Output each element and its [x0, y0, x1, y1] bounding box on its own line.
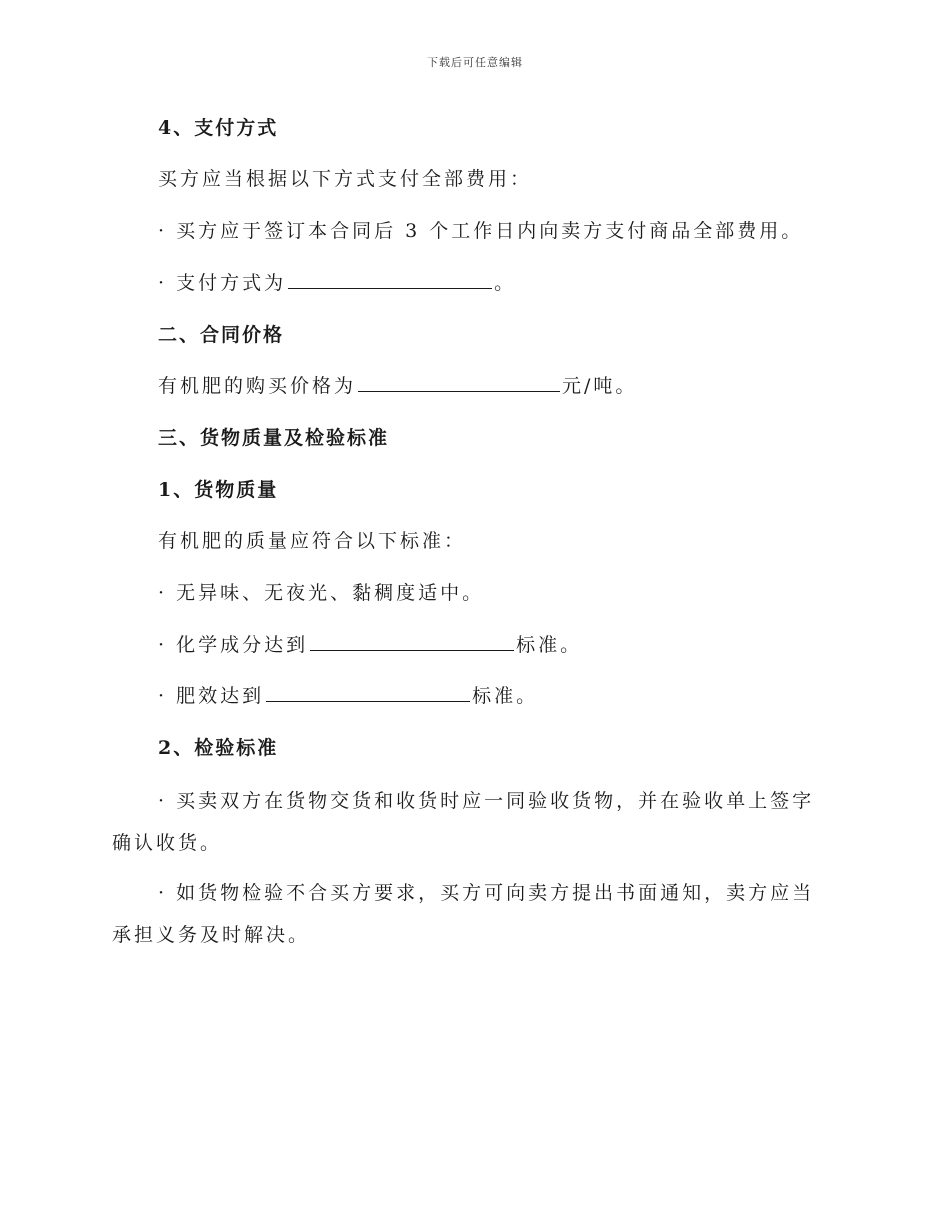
- price-text: [158, 372, 637, 400]
- payment-item-deadline: · 买方应于签订本合同后 3 个工作日内向卖方支付商品全部费用。: [158, 220, 804, 242]
- inspection-paragraph-2: · 如货物检验不合买方要求，买方可向卖方提出书面通知，卖方应当承担义务及时解决。: [112, 882, 815, 946]
- quality-item-efficacy: [158, 682, 538, 710]
- payment-method-heading: 4、支付方式: [158, 117, 279, 139]
- payment-item-method: [158, 269, 516, 297]
- goods-quality-heading: 1、货物质量: [158, 479, 279, 501]
- contract-price-heading: 二、合同价格: [158, 324, 285, 346]
- quality-inspection-heading: 三、货物质量及检验标准: [158, 427, 390, 449]
- chemical-standard-blank[interactable]: [310, 632, 514, 651]
- chemical-suffix: 标准。: [516, 634, 583, 656]
- payment-method-suffix: 。: [494, 272, 517, 294]
- price-blank[interactable]: [358, 373, 560, 392]
- price-unit: 元/吨。: [562, 375, 638, 397]
- chemical-label: · 化学成分达到: [158, 634, 309, 656]
- inspection-standard-heading: 2、检验标准: [158, 737, 279, 759]
- quality-item-odor: · 无异味、无夜光、黏稠度适中。: [158, 582, 485, 604]
- efficacy-suffix: 标准。: [472, 685, 539, 707]
- efficacy-standard-blank[interactable]: [266, 683, 470, 702]
- payment-method-label: · 支付方式为: [158, 272, 287, 294]
- quality-intro-text: 有机肥的质量应符合以下标准：: [158, 530, 467, 552]
- quality-item-chemical: [158, 631, 582, 659]
- price-label: 有机肥的购买价格为: [158, 375, 357, 397]
- page-header-note: 下载后可任意编辑: [427, 56, 523, 69]
- efficacy-label: · 肥效达到: [158, 685, 265, 707]
- inspection-paragraph-1: · 买卖双方在货物交货和收货时应一同验收货物，并在验收单上签字确认收货。: [112, 790, 815, 854]
- payment-method-blank[interactable]: [288, 270, 492, 289]
- payment-intro-text: 买方应当根据以下方式支付全部费用：: [158, 168, 533, 190]
